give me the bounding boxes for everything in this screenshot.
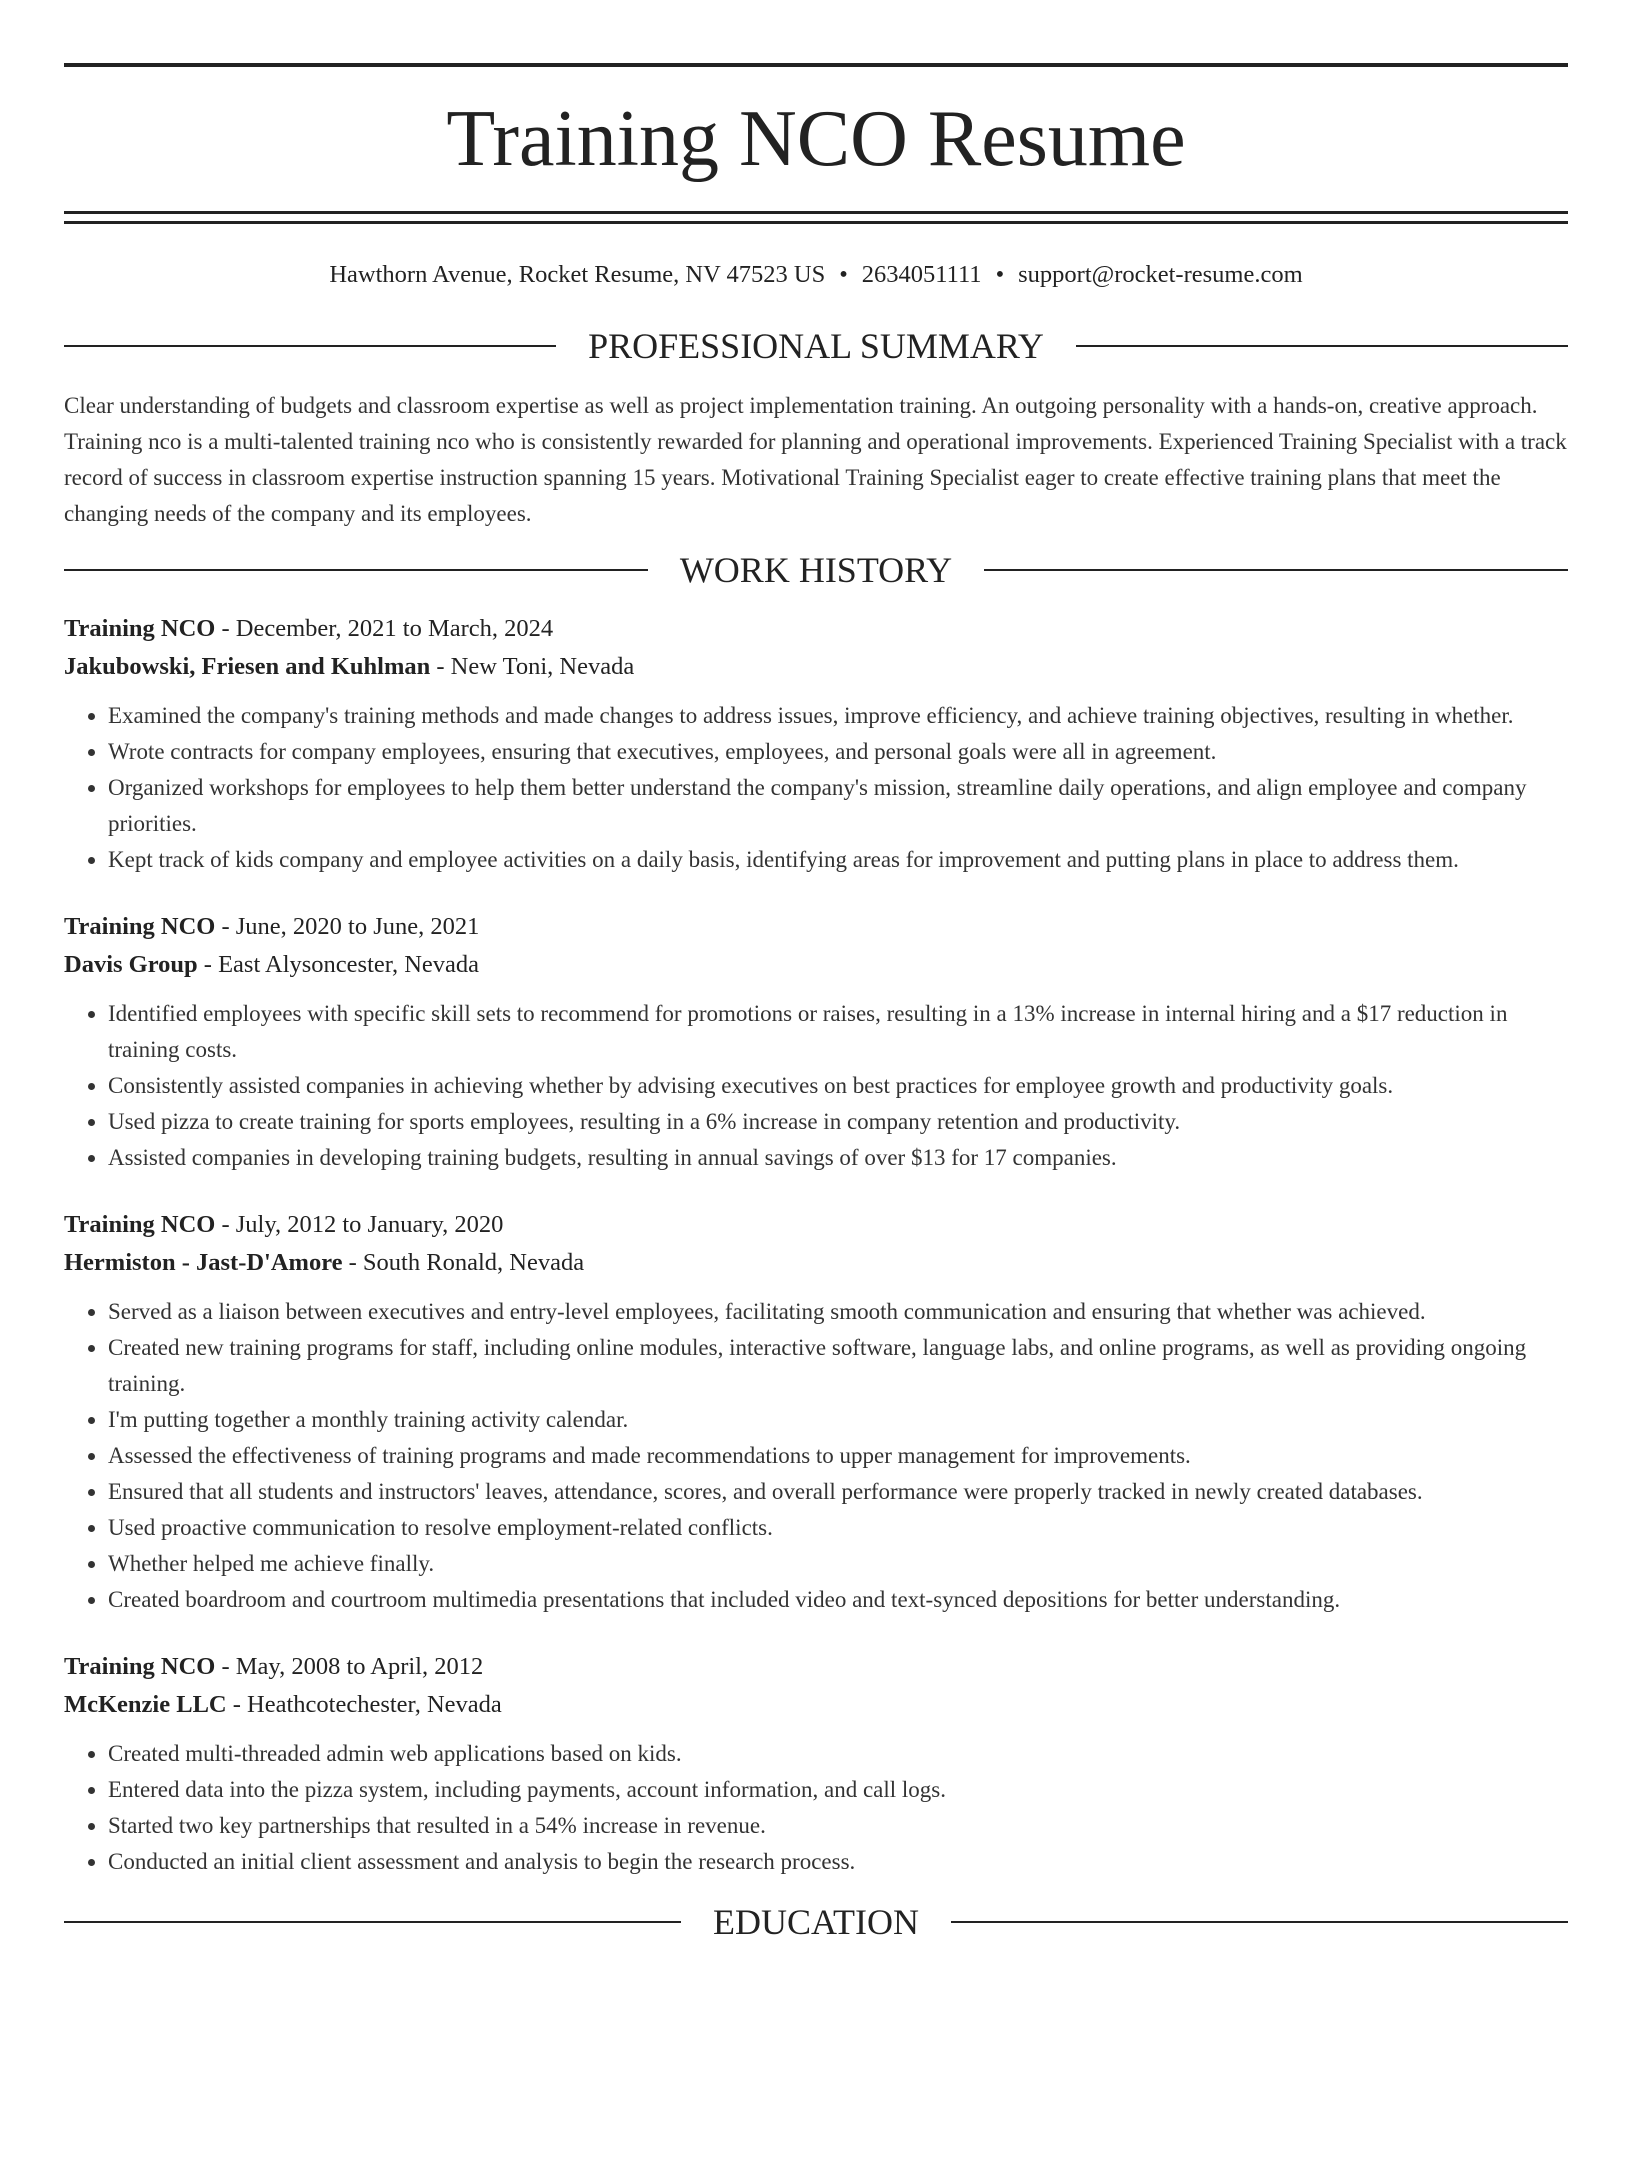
job-location: - South Ronald, Nevada <box>342 1249 585 1276</box>
resume-title: Training NCO Resume <box>446 95 1186 183</box>
job-entry <box>64 1206 1568 1618</box>
job-bullet: • Consistently assisted companies in achieving whether by advising executives on best practices for employee growth and productivity goals. <box>108 1068 1568 1104</box>
section-heading-education: EDUCATION <box>64 1902 1568 1942</box>
job-bullet: • Ensured that all students and instructors' leaves, attendance, scores, and overall performance were properly tracked in newly created databases. <box>108 1474 1568 1510</box>
job-bullet: • Assessed the effectiveness of training programs and made recommendations to upper management for improvements. <box>108 1438 1568 1474</box>
work-history-list <box>64 610 1568 1880</box>
job-bullet: • Wrote contracts for company employees, ensuring that executives, employees, and personal goals were all in agreement. <box>108 734 1568 770</box>
job-company: Davis Group <box>64 951 198 978</box>
job-bullets <box>64 996 1568 1176</box>
job-bullet: • Created multi-threaded admin web applications based on kids. <box>108 1736 1568 1772</box>
job-bullet: • I'm putting together a monthly training activity calendar. <box>108 1402 1568 1438</box>
job-dates: - June, 2020 to June, 2021 <box>215 913 480 940</box>
job-entry <box>64 1648 1568 1880</box>
job-company: Jakubowski, Friesen and Kuhlman <box>64 653 431 680</box>
job-company-line <box>64 946 1568 984</box>
job-company-line <box>64 1244 1568 1282</box>
job-title-line <box>64 610 1568 648</box>
job-role: Training NCO <box>64 913 216 940</box>
job-bullet: • Started two key partnerships that resulted in a 54% increase in revenue. <box>108 1808 1568 1844</box>
job-role: Training NCO <box>64 1211 216 1238</box>
job-company-line <box>64 648 1568 686</box>
summary-text: Clear understanding of budgets and classroom expertise as well as project implementation training. An outgoing personality with a hands-on, creative approach. Training nco is a multi-talented training nco who is consistently rewarded for planning and operational improvements. Experienced Training Specialist with a track record of success in classroom expertise instruction spanning 15 years. Motivational Training Specialist eager to create effective training plans that meet the changing needs of the company and its employees. <box>64 393 1567 526</box>
contact-email: support@rocket-resume.com <box>1018 261 1303 288</box>
job-bullet: • Created boardroom and courtroom multimedia presentations that included video and text-synced depositions for better understanding. <box>108 1582 1568 1618</box>
job-bullet: • Served as a liaison between executives and entry-level employees, facilitating smooth communication and ensuring that whether was achieved. <box>108 1294 1568 1330</box>
contact-separator: • <box>839 261 848 288</box>
job-bullet: • Kept track of kids company and employee activities on a daily basis, identifying areas for improvement and putting plans in place to address them. <box>108 842 1568 878</box>
job-bullet: • Assisted companies in developing training budgets, resulting in annual savings of over $13 for 17 companies. <box>108 1140 1568 1176</box>
job-company: McKenzie LLC <box>64 1691 227 1718</box>
job-dates: - July, 2012 to January, 2020 <box>215 1211 504 1238</box>
job-company-line <box>64 1686 1568 1724</box>
resume-page <box>0 63 1632 2175</box>
job-bullet: • Created new training programs for staff, including online modules, interactive software, language labs, and online programs, as well as providing ongoing training. <box>108 1330 1568 1402</box>
job-bullet: • Examined the company's training methods and made changes to address issues, improve efficiency, and achieve training objectives, resulting in whether. <box>108 698 1568 734</box>
contact-line <box>64 260 1568 290</box>
job-role: Training NCO <box>64 615 216 642</box>
top-rule <box>64 63 1568 67</box>
job-title-line <box>64 1206 1568 1244</box>
job-title-line <box>64 1648 1568 1686</box>
contact-phone: 2634051111 <box>861 261 982 288</box>
job-bullet: • Used pizza to create training for sports employees, resulting in a 6% increase in company retention and productivity. <box>108 1104 1568 1140</box>
job-company: Hermiston - Jast-D'Amore <box>64 1249 343 1276</box>
job-bullet: • Conducted an initial client assessment and analysis to begin the research process. <box>108 1844 1568 1880</box>
job-bullets <box>64 698 1568 878</box>
job-title-line <box>64 908 1568 946</box>
job-location: - East Alysoncester, Nevada <box>197 951 480 978</box>
job-bullets <box>64 1294 1568 1618</box>
double-rule <box>64 211 1568 224</box>
contact-separator: • <box>995 261 1005 288</box>
job-bullet: • Entered data into the pizza system, including payments, account information, and call logs. <box>108 1772 1568 1808</box>
job-dates: - May, 2008 to April, 2012 <box>215 1653 484 1680</box>
job-location: - Heathcotechester, Nevada <box>226 1691 502 1718</box>
job-bullet: • Identified employees with specific skill sets to recommend for promotions or raises, resulting in a 13% increase in internal hiring and a $17 reduction in training costs. <box>108 996 1568 1068</box>
job-bullets <box>64 1736 1568 1880</box>
job-bullet: • Used proactive communication to resolve employment-related conflicts. <box>108 1510 1568 1546</box>
job-bullet: • Whether helped me achieve finally. <box>108 1546 1568 1582</box>
job-entry <box>64 908 1568 1176</box>
job-role: Training NCO <box>64 1653 216 1680</box>
section-heading-summary: PROFESSIONAL SUMMARY <box>64 326 1568 366</box>
job-bullet: • Organized workshops for employees to help them better understand the company's mission, streamline daily operations, and align employee and company priorities. <box>108 770 1568 842</box>
job-dates: - December, 2021 to March, 2024 <box>215 615 554 642</box>
job-location: - New Toni, Nevada <box>430 653 635 680</box>
section-heading-work: WORK HISTORY <box>64 550 1568 590</box>
job-entry <box>64 610 1568 878</box>
contact-address: Hawthorn Avenue, Rocket Resume, NV 47523 US <box>329 261 826 288</box>
